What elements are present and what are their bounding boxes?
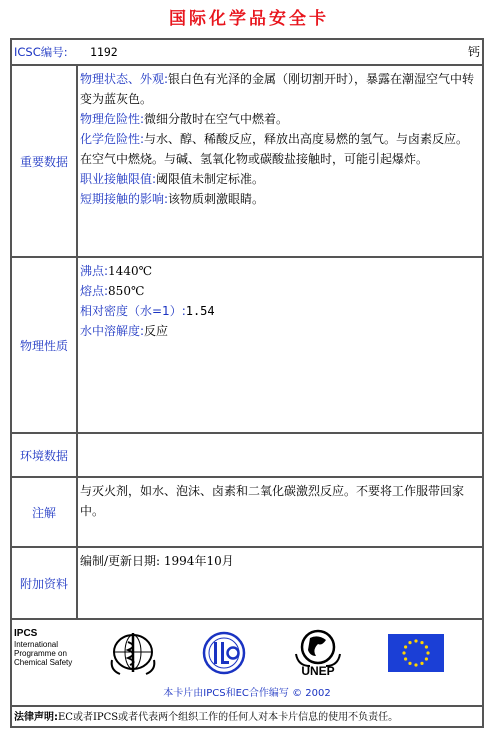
additional-info-section xyxy=(12,548,482,620)
field-exposure-limit: 职业接触限值:阈限值未制定标准。 xyxy=(80,172,265,186)
unep-logo xyxy=(292,628,344,680)
section-content xyxy=(78,434,482,476)
section-label: 重要数据 xyxy=(12,66,78,256)
section-content xyxy=(78,258,482,432)
ipcs-block xyxy=(14,628,72,667)
field-chemical-hazard: 化学危险性:与水、醇、稀酸反应，释放出高度易燃的氢气。与卤素反应。在空气中燃烧。与碱、氢氧化物或碳酸盐接触时，可能引起爆炸。 xyxy=(80,132,469,166)
icsc-number-label: ICSC编号: xyxy=(14,45,68,59)
legal-notice xyxy=(12,707,484,728)
unep-globe-icon xyxy=(292,628,344,668)
credit-line: 本卡片由IPCS和EC合作编写 © 2002 xyxy=(163,688,331,699)
chemical-name: 钙 xyxy=(467,45,480,59)
legal-label: 法律声明: xyxy=(14,712,58,723)
ipcs-title: IPCS xyxy=(14,628,38,639)
ipcs-line: International xyxy=(14,640,59,649)
important-data-section xyxy=(12,66,482,258)
field-relative-density: 相对密度（水=1）:1.54 xyxy=(80,304,215,318)
footer-logos xyxy=(12,620,482,707)
physical-properties-section xyxy=(12,258,482,434)
eu-flag-icon xyxy=(388,634,444,672)
safety-card xyxy=(10,38,484,728)
field-boiling-point: 沸点:1440℃ xyxy=(80,264,153,278)
unep-label: UNEP xyxy=(301,664,335,678)
section-content xyxy=(78,66,482,256)
section-content: 与灭火剂，如水、泡沫、卤素和二氧化碳激烈反应。不要将工作服带回家中。 xyxy=(80,484,465,518)
section-label: 附加资料 xyxy=(12,548,78,618)
field-solubility: 水中溶解度:反应 xyxy=(80,324,169,338)
environmental-data-section xyxy=(12,434,482,478)
icsc-number: 1192 xyxy=(90,45,118,59)
section-label: 物理性质 xyxy=(12,258,78,432)
field-appearance: 物理状态、外观:银白色有光泽的金属（刚切割开时），暴露在潮湿空气中转变为蓝灰色。 xyxy=(80,72,475,106)
page-title: 国际化学品安全卡 xyxy=(169,9,329,29)
field-physical-hazard: 物理危险性:微细分散时在空气中燃着。 xyxy=(80,112,289,126)
notes-section xyxy=(12,478,482,548)
legal-text: EC或者IPCS或者代表两个组织工作的任何人对本卡片信息的使用不负责任。 xyxy=(58,712,399,723)
ilo-logo-icon xyxy=(200,630,248,676)
ipcs-line: Chemical Safety xyxy=(14,658,73,667)
section-label: 环境数据 xyxy=(12,434,78,476)
ipcs-line: Programme on xyxy=(14,649,67,658)
field-short-term-effects: 短期接触的影响:该物质刺激眼睛。 xyxy=(80,192,265,206)
field-melting-point: 熔点:850℃ xyxy=(80,284,145,298)
section-label: 注解 xyxy=(12,478,78,546)
who-logo-icon xyxy=(108,630,158,676)
section-content: 编制/更新日期: 1994年10月 xyxy=(80,554,234,568)
id-row xyxy=(12,40,482,66)
